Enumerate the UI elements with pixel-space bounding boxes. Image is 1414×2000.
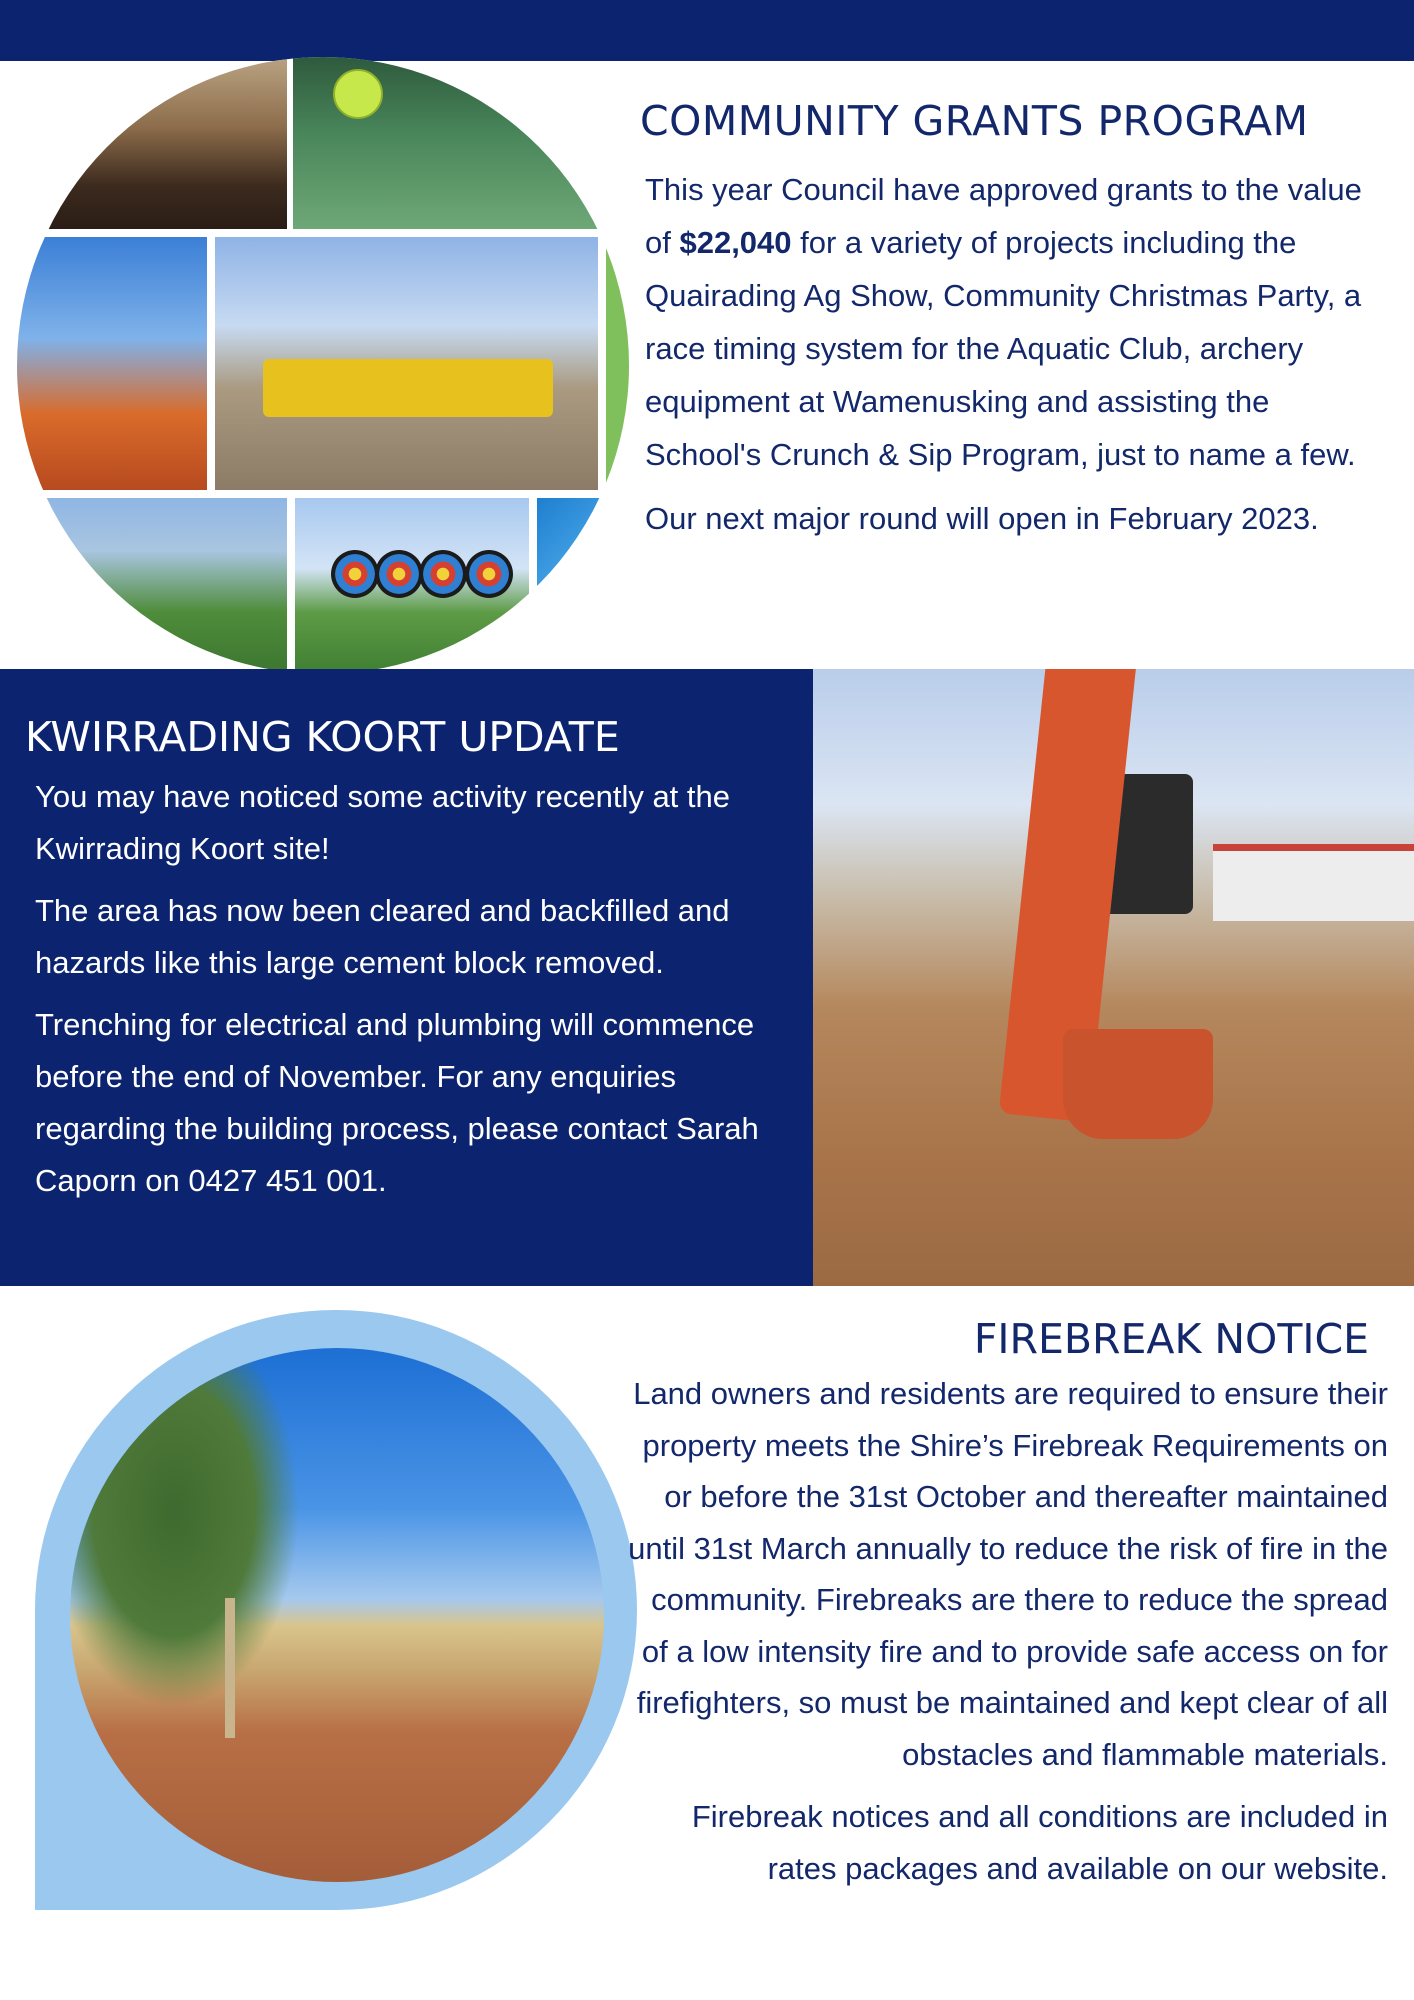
ag-show-truck-photo (215, 237, 598, 490)
koort-body (35, 771, 805, 1207)
wine-display-photo (17, 57, 287, 229)
koort-paragraph-1: You may have noticed some activity recently at the Kwirrading Koort site! (35, 779, 731, 866)
target-icon (375, 550, 423, 598)
grants-title: COMMUNITY GRANTS PROGRAM (640, 97, 1309, 145)
header-bar (0, 0, 1414, 61)
koort-paragraph-2: The area has now been cleared and backfilled and hazards like this large cement block removed. (35, 893, 730, 980)
excavator-bucket (1063, 1029, 1213, 1139)
target-icon (331, 550, 379, 598)
firebreak-paragraph-2: Firebreak notices and all conditions are included in rates packages and available on our website. (691, 1799, 1388, 1886)
archery-targets (331, 550, 521, 620)
excavator-photo (813, 669, 1414, 1286)
fence-post (225, 1598, 235, 1738)
grass-photo-strip (606, 237, 629, 490)
target-icon (419, 550, 467, 598)
grants-photo-collage (17, 57, 629, 674)
tree (70, 1348, 300, 1708)
grants-amount: $22,040 (679, 225, 792, 260)
firebreak-body (620, 1368, 1388, 1894)
target-icon (465, 550, 513, 598)
firebreak-photo (70, 1348, 604, 1882)
building (1213, 851, 1414, 921)
pool-photo (537, 498, 629, 674)
koort-paragraph-3: Trenching for electrical and plumbing will commence before the end of November. For any enquiries regarding the building process, please contact Sarah Caporn on 0427 451 001. (35, 1007, 759, 1198)
archery-targets-photo (295, 498, 529, 674)
grants-body (645, 163, 1385, 545)
grants-paragraph (645, 163, 1385, 481)
grants-text-projects: for a variety of projects including the Quairading Ag Show, Community Christmas Party, a race timing system for the Aquatic Club, archery equipment at Wamenusking and assisting the School's Crunch & Sip Program, just to name a few. (645, 225, 1362, 472)
truck-icon (263, 359, 553, 417)
koort-title: KWIRRADING KOORT UPDATE (25, 713, 620, 761)
grants-next-round: Our next major round will open in February 2023. (645, 501, 1319, 536)
grants-text-intro: This year Council have approved grants to the value of (645, 172, 1362, 260)
firebreak-title: FIREBREAK NOTICE (973, 1315, 1369, 1363)
teacup-ride-photo (17, 237, 207, 490)
firebreak-paragraph-1: Land owners and residents are required to ensure their property meets the Shire’s Firebreak Requirements on or before the 31st October and thereafter maintained until 31st March annually to reduce the risk of fire in the community. Firebreaks are there to reduce the spread of a low intensity fire and to provide safe access on for firefighters, so must be maintained and kept clear of all obstacles and flammable materials. (628, 1376, 1388, 1772)
football-team-photo (17, 498, 287, 674)
netball-icon (333, 69, 383, 119)
netball-player-photo (293, 57, 629, 229)
